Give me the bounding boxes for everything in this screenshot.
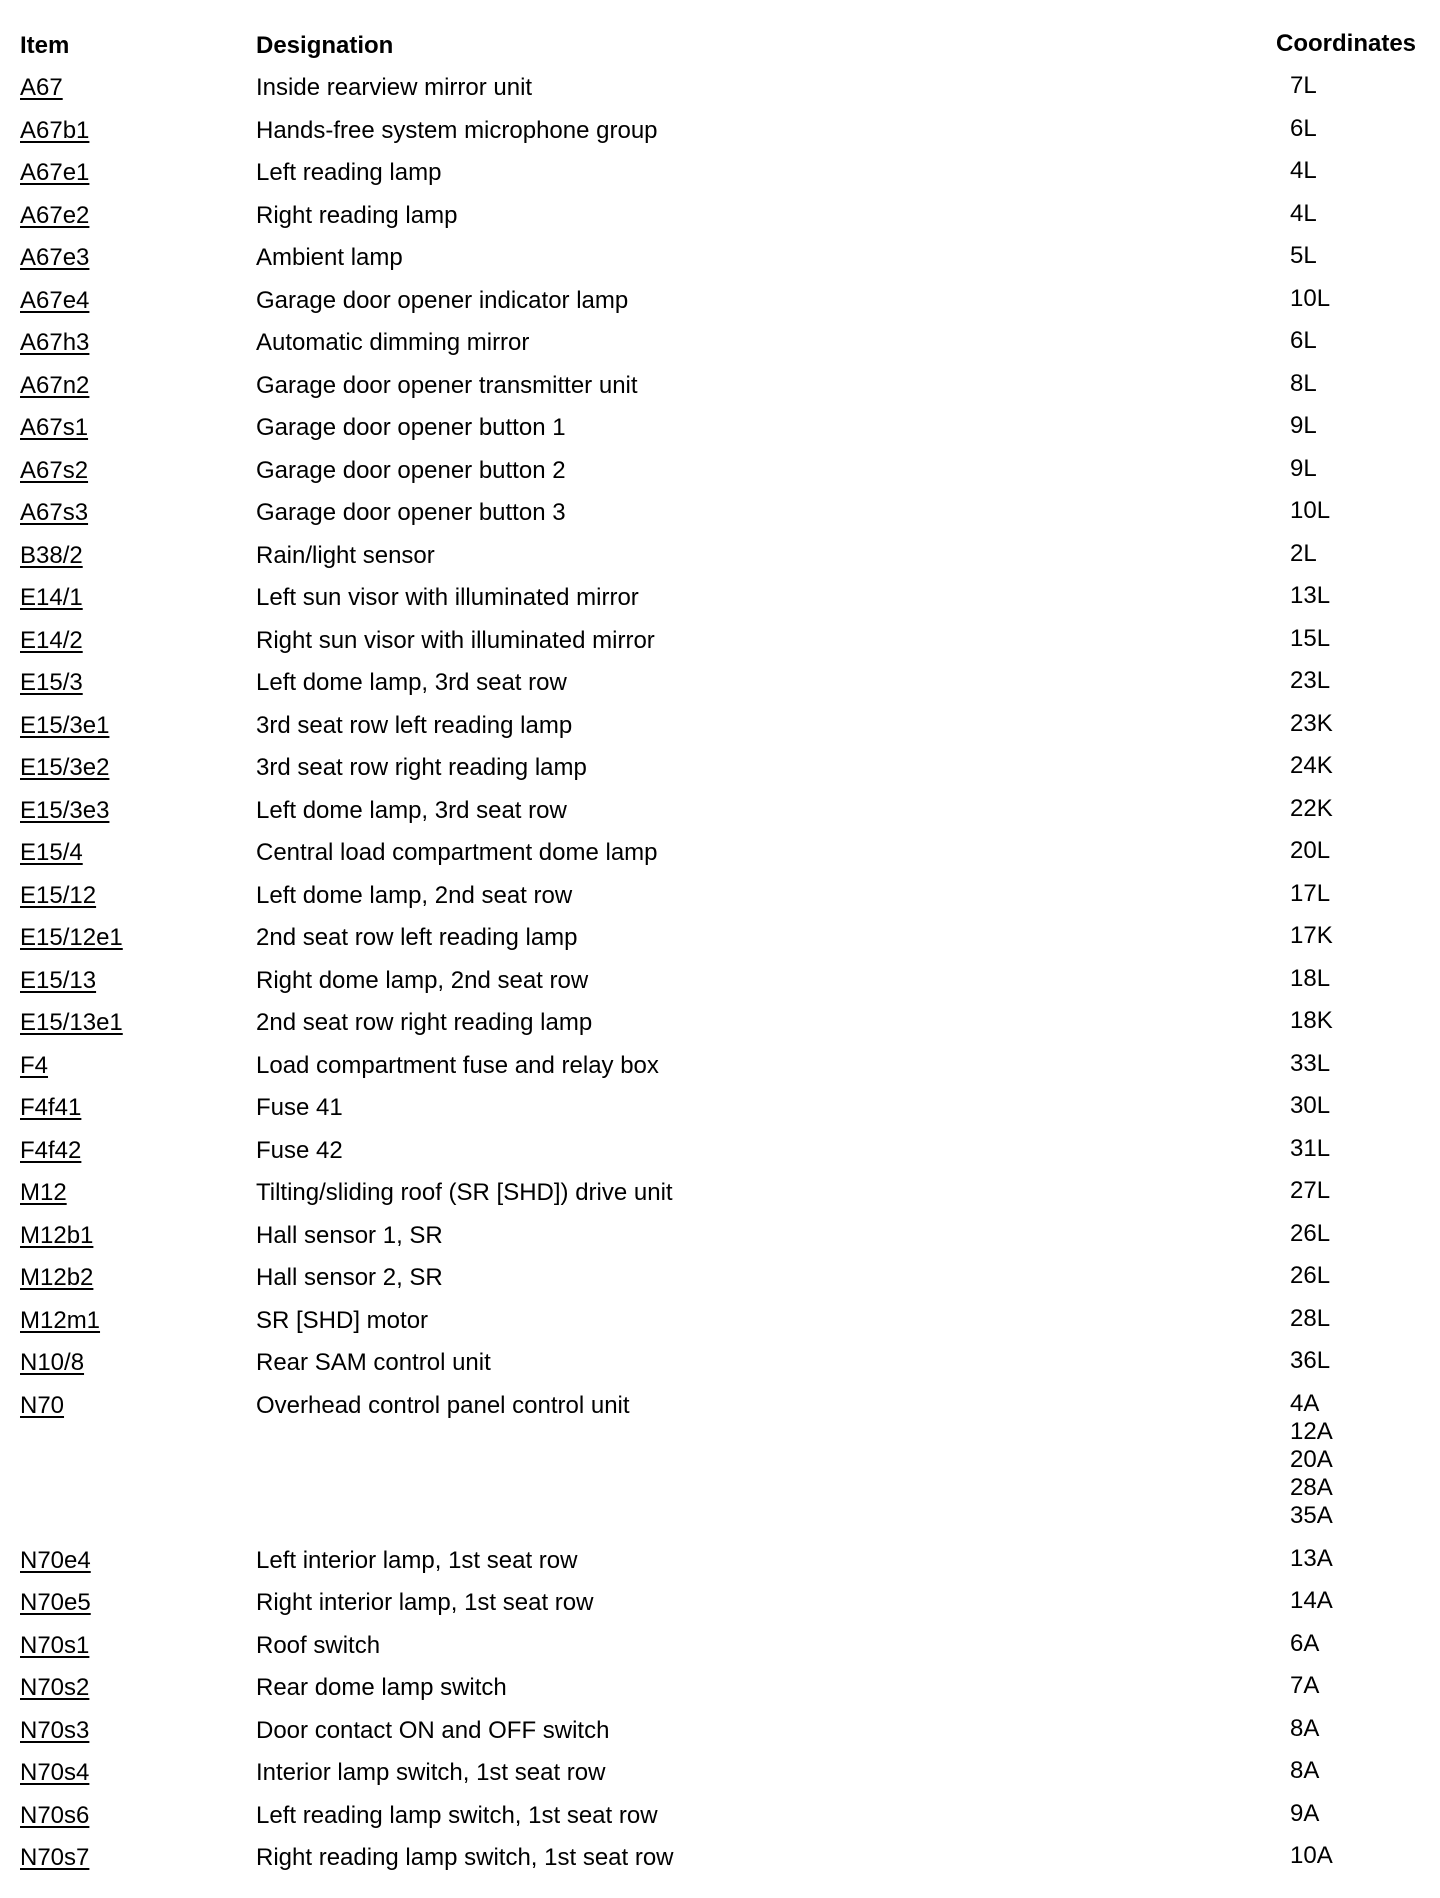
coordinate-value: 13L xyxy=(1290,582,1331,609)
coordinate-value: 9A xyxy=(1290,1799,1320,1827)
designation-text: Right reading lamp xyxy=(256,201,458,229)
item-link[interactable]: M12b2 xyxy=(20,1264,94,1291)
item-link[interactable]: A67e1 xyxy=(20,159,90,186)
coordinate-value: 6L xyxy=(1290,114,1317,142)
item-link[interactable]: A67s2 xyxy=(20,456,89,484)
table-row xyxy=(0,667,1440,710)
designation-text: Right reading lamp switch, 1st seat row xyxy=(256,1844,674,1871)
coordinate-value: 4L xyxy=(1290,199,1317,227)
item-link[interactable]: N70s4 xyxy=(20,1759,90,1786)
table-row xyxy=(0,1630,1440,1673)
coordinates-cell xyxy=(1290,497,1330,525)
coordinate-value: 9L xyxy=(1290,454,1317,482)
designation-text: Door contact ON and OFF switch xyxy=(256,1716,610,1744)
item-link[interactable]: A67s1 xyxy=(20,414,89,441)
coordinate-value: 13A xyxy=(1290,1544,1333,1572)
coordinate-value: 27L xyxy=(1290,1177,1331,1204)
table-row xyxy=(0,965,1440,1008)
coordinates-cell xyxy=(1290,1220,1330,1248)
table-body xyxy=(0,72,1440,1885)
coordinate-value: 20L xyxy=(1290,837,1331,864)
table-row xyxy=(0,922,1440,965)
designation-text: Rear SAM control unit xyxy=(256,1349,491,1376)
coordinates-cell xyxy=(1290,157,1317,185)
coordinates-cell xyxy=(1290,752,1333,780)
table-row xyxy=(0,1757,1440,1800)
table-row xyxy=(0,1220,1440,1263)
table-row xyxy=(0,1800,1440,1843)
coordinate-value: 15L xyxy=(1290,624,1331,652)
coordinates-cell xyxy=(1290,285,1330,313)
coordinates-cell xyxy=(1290,965,1330,993)
designation-text: Load compartment fuse and relay box xyxy=(256,1051,659,1079)
coordinates-cell xyxy=(1290,1347,1330,1375)
designation-text: Left interior lamp, 1st seat row xyxy=(256,1546,578,1574)
table-row xyxy=(0,1305,1440,1348)
table-row xyxy=(0,710,1440,753)
table-row xyxy=(0,752,1440,795)
item-link[interactable]: E15/3e1 xyxy=(20,711,110,739)
designation-text: Left reading lamp xyxy=(256,159,442,186)
table-row xyxy=(0,1390,1440,1545)
item-link[interactable]: B38/2 xyxy=(20,541,83,569)
designation-text: Right sun visor with illuminated mirror xyxy=(256,626,655,654)
coordinates-cell xyxy=(1290,582,1330,610)
header-designation: Designation xyxy=(256,32,394,59)
designation-text: Tilting/sliding roof (SR [SHD]) drive unit xyxy=(256,1179,673,1206)
coordinates-cell xyxy=(1290,922,1333,950)
designation-text: 3rd seat row right reading lamp xyxy=(256,754,587,781)
coordinate-value: 4A xyxy=(1290,1389,1320,1417)
designation-text: Left dome lamp, 3rd seat row xyxy=(256,796,567,824)
coordinate-value: 8L xyxy=(1290,369,1317,397)
coordinates-cell xyxy=(1290,625,1330,653)
item-link[interactable]: A67 xyxy=(20,74,63,101)
designation-text: Hall sensor 1, SR xyxy=(256,1221,443,1249)
item-link[interactable]: N70s7 xyxy=(20,1844,90,1871)
designation-text: Central load compartment dome lamp xyxy=(256,839,658,866)
designation-text: Left sun visor with illuminated mirror xyxy=(256,584,639,611)
designation-text: Fuse 41 xyxy=(256,1094,343,1121)
item-link[interactable]: F4f42 xyxy=(20,1136,82,1164)
designation-text: Rear dome lamp switch xyxy=(256,1674,507,1701)
coordinate-value: 17L xyxy=(1290,879,1331,907)
coordinates-cell xyxy=(1290,327,1317,355)
coordinate-value: 20A xyxy=(1290,1445,1333,1473)
item-link[interactable]: N70e4 xyxy=(20,1546,91,1574)
designation-text: Garage door opener transmitter unit xyxy=(256,371,638,399)
designation-text: Ambient lamp xyxy=(256,244,403,271)
coordinates-cell xyxy=(1290,1672,1319,1700)
table-row xyxy=(0,1842,1440,1885)
coordinate-value: 10L xyxy=(1290,284,1331,312)
designation-text: Rain/light sensor xyxy=(256,541,435,569)
coordinates-cell xyxy=(1290,242,1317,270)
coordinates-cell xyxy=(1290,200,1317,228)
coordinate-value: 8A xyxy=(1290,1714,1320,1742)
item-link[interactable]: E15/13e1 xyxy=(20,1009,123,1036)
designation-text: Automatic dimming mirror xyxy=(256,329,530,356)
designation-text: Hands-free system microphone group xyxy=(256,116,658,144)
table-row xyxy=(0,1672,1440,1715)
coordinate-value: 24K xyxy=(1290,752,1333,779)
coordinate-value: 8A xyxy=(1290,1757,1320,1784)
coordinate-value: 2L xyxy=(1290,539,1317,567)
coordinate-value: 30L xyxy=(1290,1092,1331,1119)
designation-text: SR [SHD] motor xyxy=(256,1306,429,1334)
table-row xyxy=(0,242,1440,285)
coordinate-value: 4L xyxy=(1290,157,1317,184)
table-row xyxy=(0,540,1440,583)
table-row xyxy=(0,625,1440,668)
coordinate-value: 18K xyxy=(1290,1007,1333,1034)
item-link[interactable]: N70e5 xyxy=(20,1589,91,1616)
table-row xyxy=(0,582,1440,625)
table-row xyxy=(0,72,1440,115)
table-row xyxy=(0,837,1440,880)
table-row xyxy=(0,327,1440,370)
coordinates-cell xyxy=(1290,1305,1330,1333)
coordinate-value: 6L xyxy=(1290,327,1317,354)
item-link[interactable]: A67h3 xyxy=(20,329,90,356)
coordinates-cell xyxy=(1290,1757,1319,1785)
coordinate-value: 22K xyxy=(1290,794,1333,822)
designation-text: Roof switch xyxy=(256,1631,381,1659)
coordinate-value: 10L xyxy=(1290,497,1331,524)
coordinate-value: 18L xyxy=(1290,964,1331,992)
table-row xyxy=(0,370,1440,413)
coordinate-value: 36L xyxy=(1290,1347,1331,1374)
item-link[interactable]: E14/2 xyxy=(20,626,83,654)
header-coordinates: Coordinates xyxy=(1276,30,1417,57)
coordinate-value: 28L xyxy=(1290,1304,1331,1332)
coordinate-value: 35A xyxy=(1290,1501,1333,1529)
coordinates-cell xyxy=(1290,370,1317,398)
table-row xyxy=(0,1050,1440,1093)
item-link[interactable]: E14/1 xyxy=(20,584,83,611)
item-link[interactable]: N70s3 xyxy=(20,1716,90,1744)
coordinate-value: 28A xyxy=(1290,1473,1333,1501)
designation-text: Garage door opener indicator lamp xyxy=(256,286,629,314)
coordinate-value: 7A xyxy=(1290,1672,1320,1699)
item-link[interactable]: E15/3e2 xyxy=(20,754,110,781)
table-row xyxy=(0,285,1440,328)
designation-text: Garage door opener button 2 xyxy=(256,456,566,484)
item-link[interactable]: N70 xyxy=(20,1391,65,1419)
item-link[interactable]: E15/3 xyxy=(20,669,83,696)
designation-text: Left dome lamp, 2nd seat row xyxy=(256,881,573,909)
coordinates-cell xyxy=(1290,1390,1333,1530)
item-link[interactable]: A67s3 xyxy=(20,499,89,526)
coordinate-value: 5L xyxy=(1290,242,1317,269)
coordinates-cell xyxy=(1290,837,1330,865)
coordinates-cell xyxy=(1290,540,1317,568)
item-link[interactable]: E15/3e3 xyxy=(20,796,110,824)
table-row xyxy=(0,497,1440,540)
item-link[interactable]: N10/8 xyxy=(20,1349,85,1376)
table-row xyxy=(0,795,1440,838)
designation-text: Right dome lamp, 2nd seat row xyxy=(256,966,589,994)
item-link[interactable]: A67n2 xyxy=(20,371,90,399)
coordinate-value: 23K xyxy=(1290,709,1333,737)
designation-text: Hall sensor 2, SR xyxy=(256,1264,443,1291)
coordinates-cell xyxy=(1290,1630,1319,1658)
item-link[interactable]: A67e3 xyxy=(20,244,90,271)
coordinate-value: 17K xyxy=(1290,922,1333,949)
coordinate-value: 12A xyxy=(1290,1417,1333,1445)
item-link[interactable]: A67b1 xyxy=(20,116,90,144)
table-row xyxy=(0,1545,1440,1588)
designation-text: Fuse 42 xyxy=(256,1136,343,1164)
item-link[interactable]: N70s6 xyxy=(20,1801,90,1829)
item-link[interactable]: N70s2 xyxy=(20,1674,90,1701)
coordinate-value: 33L xyxy=(1290,1049,1331,1077)
coordinate-value: 7L xyxy=(1290,72,1317,99)
table-row xyxy=(0,1715,1440,1758)
coordinates-cell xyxy=(1290,710,1333,738)
coordinate-value: 26L xyxy=(1290,1219,1331,1247)
item-link[interactable]: E15/4 xyxy=(20,839,83,866)
coordinates-cell xyxy=(1290,1050,1330,1078)
coordinates-cell xyxy=(1290,115,1317,143)
table-row xyxy=(0,1177,1440,1220)
designation-text: Left dome lamp, 3rd seat row xyxy=(256,669,567,696)
designation-text: Garage door opener button 1 xyxy=(256,414,566,441)
designation-text: Inside rearview mirror unit xyxy=(256,74,533,101)
coordinates-cell xyxy=(1290,72,1317,100)
coordinates-cell xyxy=(1290,1007,1333,1035)
coordinate-value: 31L xyxy=(1290,1134,1331,1162)
coordinates-cell xyxy=(1290,1800,1319,1828)
designation-text: Left reading lamp switch, 1st seat row xyxy=(256,1801,658,1829)
coordinates-cell xyxy=(1290,1545,1333,1573)
item-link[interactable]: E15/12 xyxy=(20,881,97,909)
item-link[interactable]: F4 xyxy=(20,1051,49,1079)
item-link[interactable]: E15/13 xyxy=(20,966,97,994)
designation-text: Right interior lamp, 1st seat row xyxy=(256,1589,594,1616)
coordinate-value: 14A xyxy=(1290,1587,1333,1614)
coordinates-cell xyxy=(1290,1262,1330,1290)
table-row xyxy=(0,200,1440,243)
item-link[interactable]: F4f41 xyxy=(20,1094,82,1121)
designation-text: Overhead control panel control unit xyxy=(256,1391,630,1419)
coordinate-value: 9L xyxy=(1290,412,1317,439)
coordinate-value: 23L xyxy=(1290,667,1331,694)
coordinate-value: 10A xyxy=(1290,1842,1333,1869)
designation-text: 2nd seat row left reading lamp xyxy=(256,924,578,951)
table-row xyxy=(0,1587,1440,1630)
coordinates-cell xyxy=(1290,795,1333,823)
table-row xyxy=(0,1092,1440,1135)
designation-text: Interior lamp switch, 1st seat row xyxy=(256,1759,606,1786)
item-link[interactable]: A67e2 xyxy=(20,201,90,229)
item-link[interactable]: A67e4 xyxy=(20,286,90,314)
coordinates-cell xyxy=(1290,455,1317,483)
coordinates-cell xyxy=(1290,667,1330,695)
table-row xyxy=(0,1007,1440,1050)
coordinates-cell xyxy=(1290,1842,1333,1870)
designation-text: Garage door opener button 3 xyxy=(256,499,566,526)
coordinate-value: 26L xyxy=(1290,1262,1331,1289)
coordinates-cell xyxy=(1290,1587,1333,1615)
coordinates-cell xyxy=(1290,1177,1330,1205)
table-row xyxy=(0,115,1440,158)
designation-text: 3rd seat row left reading lamp xyxy=(256,711,573,739)
table-row xyxy=(0,1347,1440,1390)
coordinates-cell xyxy=(1290,412,1317,440)
coordinates-cell xyxy=(1290,1092,1330,1120)
designation-text: 2nd seat row right reading lamp xyxy=(256,1009,593,1036)
item-link[interactable]: M12b1 xyxy=(20,1221,94,1249)
item-link[interactable]: N70s1 xyxy=(20,1631,90,1659)
table-row xyxy=(0,1262,1440,1305)
coordinates-cell xyxy=(1290,880,1330,908)
item-link[interactable]: M12 xyxy=(20,1179,67,1206)
item-link[interactable]: E15/12e1 xyxy=(20,924,123,951)
table-row xyxy=(0,455,1440,498)
item-link[interactable]: M12m1 xyxy=(20,1306,101,1334)
coordinates-cell xyxy=(1290,1135,1330,1163)
table-row xyxy=(0,157,1440,200)
table-row xyxy=(0,1135,1440,1178)
table-row xyxy=(0,880,1440,923)
table-row xyxy=(0,412,1440,455)
coordinates-cell xyxy=(1290,1715,1319,1743)
header-item: Item xyxy=(20,32,70,59)
coordinate-value: 6A xyxy=(1290,1629,1320,1657)
